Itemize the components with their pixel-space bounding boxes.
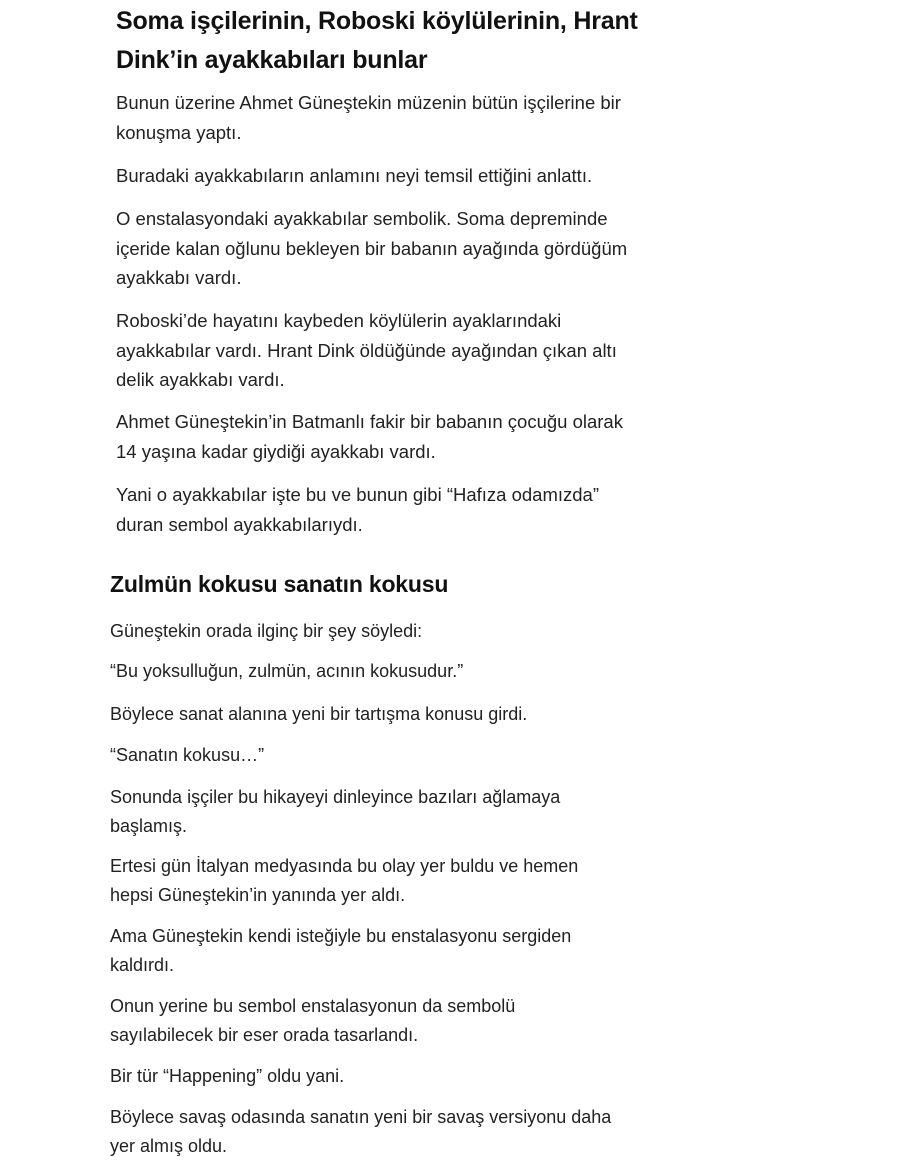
text-line: Böylece savaş odasında sanatın yeni bir savaş versiyonu daha xyxy=(110,1107,612,1127)
paragraph xyxy=(110,700,527,729)
text-line: içeride kalan oğlunu bekleyen bir babanın ayağında gördüğüm xyxy=(116,237,628,259)
paragraph xyxy=(110,741,264,770)
paragraph xyxy=(110,657,463,686)
text-line: Böylece sanat alanına yeni bir tartışma konusu girdi. xyxy=(110,704,528,724)
paragraph xyxy=(116,204,627,293)
paragraph xyxy=(116,161,592,191)
paragraph xyxy=(110,1062,344,1091)
paragraph xyxy=(116,88,621,147)
text-line: Ahmet Güneştekin’in Batmanlı fakir bir babanın çocuğu olarak xyxy=(116,411,623,432)
paragraph xyxy=(110,617,422,646)
text-line: Roboski’de hayatını kaybeden köylülerin ayaklarındaki xyxy=(116,310,562,331)
paragraph xyxy=(110,783,560,840)
section-heading-smell: Zulmün kokusu sanatın kokusu xyxy=(110,571,449,597)
text-line: “Bu yoksulluğun, zulmün, acının kokusudur.” xyxy=(110,661,464,681)
text-line: Yani o ayakkabılar işte bu ve bunun gibi “Hafıza odamızda” xyxy=(116,484,599,505)
text-line: “Sanatın kokusu…” xyxy=(110,745,265,765)
text-line: delik ayakkabı vardı. xyxy=(116,369,285,390)
heading-line: Soma işçilerinin, Roboski köylülerinin, Hrant xyxy=(116,7,638,35)
text-line: Ertesi gün İtalyan medyasında bu olay yer buldu ve hemen xyxy=(110,856,579,876)
paragraph xyxy=(116,306,617,395)
text-line: konuşma yaptı. xyxy=(116,121,242,143)
section-heading-shoes xyxy=(116,2,736,80)
text-line: Ama Güneştekin kendi isteğiyle bu enstalasyonu sergiden xyxy=(110,926,572,946)
text-line: ayakkabı vardı. xyxy=(116,267,242,288)
paragraph xyxy=(110,922,571,979)
text-line: sayılabilecek bir eser orada tasarlandı. xyxy=(110,1024,419,1045)
paragraph xyxy=(116,407,623,466)
text-line: kaldırdı. xyxy=(110,954,175,975)
text-line: hepsi Güneştekin’in yanında yer aldı. xyxy=(110,884,406,905)
text-line: Bunun üzerine Ahmet Güneştekin müzenin bütün işçilerine bir xyxy=(116,92,621,113)
text-line: duran sembol ayakkabılarıydı. xyxy=(116,513,363,535)
text-line: Sonunda işçiler bu hikayeyi dinleyince bazıları ağlamaya xyxy=(110,787,561,807)
text-line: başlamış. xyxy=(110,815,188,836)
text-line: Bir tür “Happening” oldu yani. xyxy=(110,1066,345,1086)
text-line: Onun yerine bu sembol enstalasyonun da sembolü xyxy=(110,996,516,1016)
paragraph xyxy=(110,852,578,909)
text-line: yer almış oldu. xyxy=(110,1135,228,1156)
paragraph xyxy=(110,992,515,1049)
paragraph xyxy=(110,1103,611,1160)
text-line: ayakkabılar vardı. Hrant Dink öldüğünde ayağından çıkan altı xyxy=(116,339,617,361)
text-line: O enstalasyondaki ayakkabılar sembolik. Soma depreminde xyxy=(116,208,608,229)
text-line: Güneştekin orada ilginç bir şey söyledi: xyxy=(110,621,423,641)
text-line: Buradaki ayakkabıların anlamını neyi temsil ettiğini anlattı. xyxy=(116,165,593,186)
text-line: 14 yaşına kadar giydiği ayakkabı vardı. xyxy=(116,440,436,462)
heading-line: Dink’in ayakkabıları bunlar xyxy=(116,46,428,74)
paragraph xyxy=(116,480,599,539)
